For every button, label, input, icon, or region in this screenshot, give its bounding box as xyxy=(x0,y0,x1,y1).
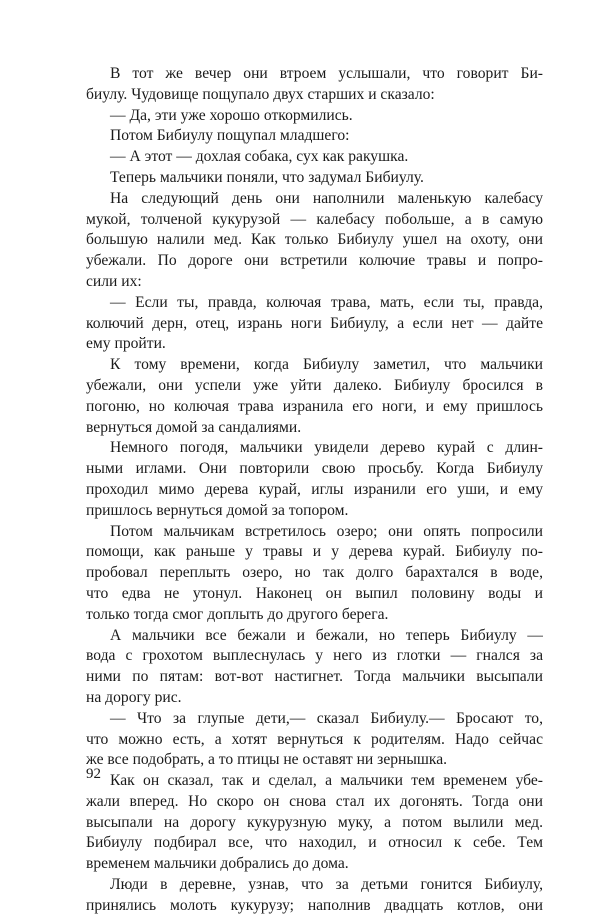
text-line: ными иглами. Они повторили свою просьбу. Когда Бибиулу xyxy=(86,460,543,478)
text-line: помощи, как раньше у травы и у дерева курай. Бибиулу по- xyxy=(86,543,543,561)
text-line: пришлось вернуться домой за топором. xyxy=(86,501,349,519)
text-line: убежали, они успели уже уйти далеко. Бибиулу бросился в xyxy=(86,376,543,394)
text-line: В тот же вечер они втроем услышали, что говорит Би- xyxy=(110,65,543,82)
text-line: Теперь мальчики поняли, что задумал Бибиулу. xyxy=(110,168,424,186)
text-line: погоню, но колючая трава изранила его ноги, и ему пришлось xyxy=(86,397,543,415)
body-text xyxy=(86,64,543,917)
text-line: биулу. Чудовище пощупало двух старших и сказало: xyxy=(86,85,435,103)
text-line: большую налили мед. Как только Бибиулу ушел на охоту, они xyxy=(86,231,543,249)
text-line: только тогда смог доплыть до другого берега. xyxy=(86,605,389,623)
text-line: ему пройти. xyxy=(86,335,166,353)
text-line: Немного погодя, мальчики увидели дерево курай с длин- xyxy=(110,439,543,457)
text-line: что можно есть, а хотят вернуться к родителям. Надо сейчас xyxy=(86,730,543,748)
text-line: что едва не утонул. Наконец он выпил половину воды и xyxy=(86,584,543,602)
text-line: ними по пятам: вот-вот настигнет. Тогда мальчики высыпали xyxy=(86,668,543,686)
text-line: временем мальчики добрались до дома. xyxy=(86,855,349,873)
text-line: — Да, эти уже хорошо откормились. xyxy=(110,106,353,124)
text-line: сили их: xyxy=(86,272,142,290)
text-line: — А этот — дохлая собака, сух как ракушка. xyxy=(110,148,409,166)
text-line: К тому времени, когда Бибиулу заметил, что мальчики xyxy=(110,356,543,374)
text-line: вернуться домой за сандалиями. xyxy=(86,418,302,436)
text-line: Бибиулу подбирал все, что находил, и относил к себе. Тем xyxy=(86,834,543,852)
text-line: мукой, толченой кукурузой — калебасу побольше, а в самую xyxy=(86,210,543,228)
text-line: Потом мальчикам встретилось озеро; они опять попросили xyxy=(110,522,543,540)
text-line: — Что за глупые дети,— сказал Бибиулу.— Бросают то, xyxy=(110,709,543,727)
text-line: на дорогу рис. xyxy=(86,688,182,706)
text-line: вода с грохотом выплеснулась у него из глотки — гнался за xyxy=(86,647,543,665)
text-line: колючий дерн, отец, изрань ноги Бибиулу, а если нет — дайте xyxy=(86,314,543,332)
text-line: жали вперед. Но скоро он снова стал их догонять. Тогда они xyxy=(86,792,543,810)
text-line: высыпали на дорогу кукурузную муку, а потом вылили мед. xyxy=(86,813,543,831)
text-line: На следующий день они наполнили маленькую калебасу xyxy=(110,189,543,207)
text-line: Как он сказал, так и сделал, а мальчики тем временем убе- xyxy=(110,772,543,790)
page-number: 92 xyxy=(86,766,101,782)
text-line: пробовал переплыть озеро, но так долго барахтался в воде, xyxy=(86,564,543,582)
text-line: — Если ты, правда, колючая трава, мать, если ты, правда, xyxy=(110,293,543,311)
text-line: убежали. По дороге они встретили колючие травы и попро- xyxy=(86,252,543,270)
text-line: проходил мимо дерева курай, иглы изранили его уши, и ему xyxy=(86,480,543,498)
text-line: А мальчики все бежали и бежали, но теперь Бибиулу — xyxy=(110,626,543,644)
text-line: же все подобрать, а то птицы не оставят ни зернышка. xyxy=(86,751,448,769)
text-line: Люди в деревне, узнав, что за детьми гонится Бибиулу, xyxy=(110,876,543,894)
text-line: принялись молоть кукурузу; наполнив двадцать котлов, они xyxy=(86,896,543,914)
text-line: Потом Бибиулу пощупал младшего: xyxy=(110,127,350,145)
